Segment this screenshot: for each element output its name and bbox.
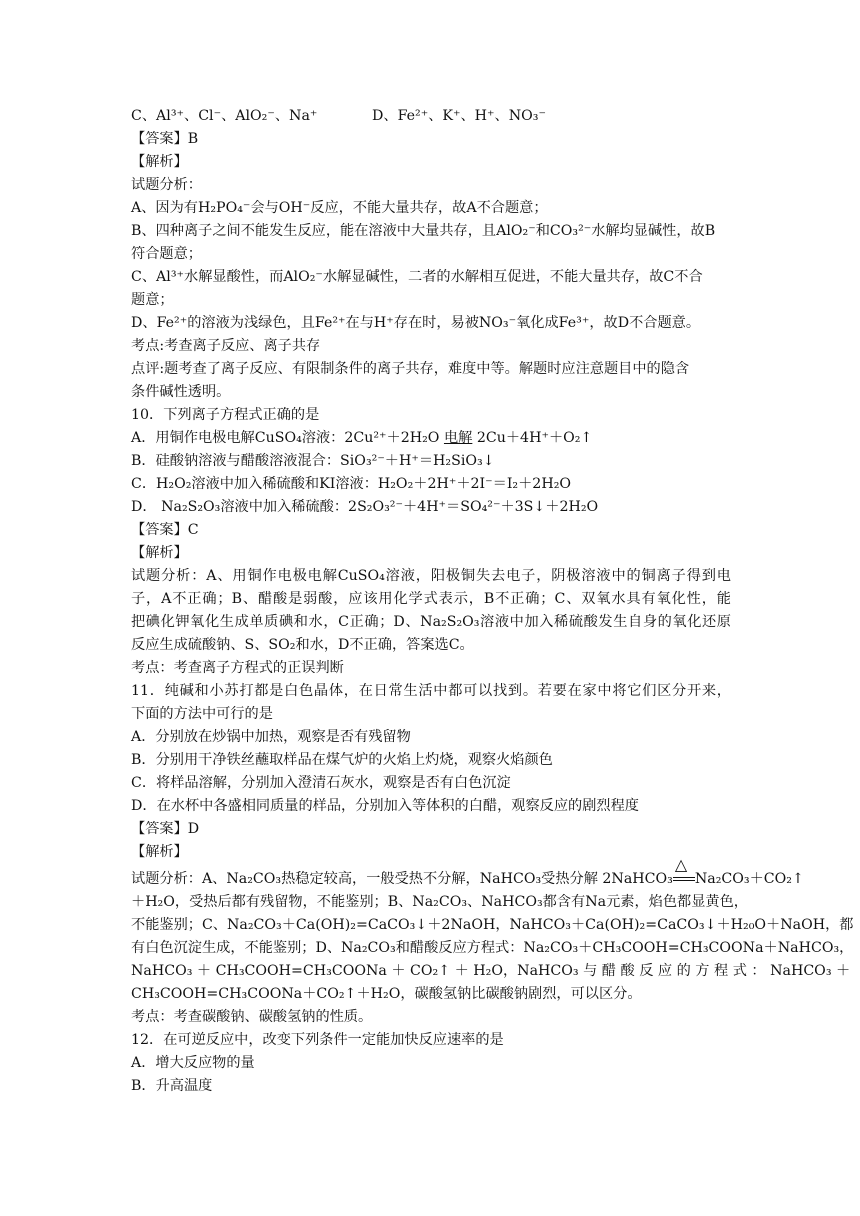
q10-option-a bbox=[131, 428, 731, 448]
q9-options-row bbox=[131, 106, 731, 126]
q10-analysis-line2: 子，A不正确；B、醋酸是弱酸，应该用化学式表示，B不正确；C、双氧水具有氧化性，能 bbox=[131, 591, 731, 607]
q9-dianping-line2: 条件碱性透明。 bbox=[131, 384, 231, 400]
q12-option-a: A．增大反应物的量 bbox=[131, 1055, 255, 1071]
q9-analysis-c-line1: C、Al³⁺水解显酸性，而AlO₂⁻水解显碱性，二者的水解相互促进，不能大量共存，故C不合 bbox=[131, 269, 703, 285]
q10-option-d: D． Na₂S₂O₃溶液中加入稀硫酸：2S₂O₃²⁻＋4H⁺＝SO₄²⁻＋3S↓＋2H₂O bbox=[131, 499, 599, 515]
q11-heating-condition bbox=[673, 855, 695, 889]
q11-analysis-line1 bbox=[131, 855, 804, 889]
q11-answer: 【答案】D bbox=[131, 821, 200, 837]
q9-analysis-label: 试题分析： bbox=[131, 177, 202, 193]
q11-option-c: C．将样品溶解，分别加入澄清石灰水，观察是否有白色沉淀 bbox=[131, 775, 511, 791]
q11-stem-line1: 11．纯碱和小苏打都是白色晶体，在日常生活中都可以找到。若要在家中将它们区分开来， bbox=[131, 683, 731, 699]
q9-analysis-c-line2: 题意； bbox=[131, 292, 174, 308]
q12-option-b: B．升高温度 bbox=[131, 1078, 213, 1094]
q11-option-b: B．分别用干净铁丝蘸取样品在煤气炉的火焰上灼烧，观察火焰颜色 bbox=[131, 752, 553, 768]
q10-electrolysis-condition: 电解 bbox=[443, 430, 473, 446]
q11-analysis-line6: CH₃COOH=CH₃COONa＋CO₂↑＋H₂O，碳酸氢钠比碳酸钠剧烈，可以区分。 bbox=[131, 986, 642, 1002]
q10-analysis-line1: 试题分析：A、用铜作电极电解CuSO₄溶液，阳极铜失去电子，阴极溶液中的铜离子得到电 bbox=[131, 568, 731, 584]
q10-option-a-left: A．用铜作电极电解CuSO₄溶液：2Cu²⁺＋2H₂O bbox=[131, 430, 444, 446]
q11-option-a: A．分别放在炒锅中加热，观察是否有残留物 bbox=[131, 729, 411, 745]
q10-analysis-line4: 反应生成硫酸钠、S、SO₂和水，D不正确，答案选C。 bbox=[131, 637, 474, 653]
q9-kaodian: 考点:考查离子反应、离子共存 bbox=[131, 338, 321, 354]
q11-kaodian: 考点：考查碳酸钠、碳酸氢钠的性质。 bbox=[131, 1009, 373, 1025]
q10-stem: 10．下列离子方程式正确的是 bbox=[131, 407, 320, 423]
q10-answer: 【答案】C bbox=[131, 522, 199, 538]
q11-option-d: D．在水杯中各盛相同质量的样品，分别加入等体积的白醋，观察反应的剧烈程度 bbox=[131, 798, 639, 814]
q12-stem: 12．在可逆反应中，改变下列条件一定能加快反应速率的是 bbox=[131, 1032, 504, 1048]
delta-symbol: △ bbox=[674, 855, 688, 874]
q9-analysis-a: A、因为有H₂PO₄⁻会与OH⁻反应，不能大量共存，故A不合题意； bbox=[131, 200, 548, 216]
q11-analysis-line5: NaHCO₃ ＋ CH₃COOH=CH₃COONa ＋ CO₂↑ ＋ H₂O，NaHCO₃ 与 醋 酸 反 应 的 方 程 式 ： NaHCO₃ ＋ bbox=[131, 963, 851, 979]
q10-analysis-heading: 【解析】 bbox=[131, 545, 188, 561]
q11-analysis-line1-right: Na₂CO₃＋CO₂↑ bbox=[694, 871, 804, 887]
q11-analysis-line2: ＋H₂O，受热后都有残留物，不能鉴别；B、Na₂CO₃、NaHCO₃都含有Na元素，焰色都显黄色， bbox=[131, 894, 748, 910]
q11-analysis-heading: 【解析】 bbox=[131, 844, 188, 860]
q9-option-d: D、Fe²⁺、K⁺、H⁺、NO₃⁻ bbox=[372, 108, 546, 124]
q10-option-c: C．H₂O₂溶液中加入稀硫酸和KI溶液：H₂O₂＋2H⁺＋2I⁻＝I₂＋2H₂O bbox=[131, 476, 572, 492]
q10-analysis-line3: 把碘化钾氧化生成单质碘和水，C正确；D、Na₂S₂O₃溶液中加入稀硫酸发生自身的氧化还原 bbox=[131, 614, 731, 630]
q10-option-a-right: 2Cu＋4H⁺＋O₂↑ bbox=[472, 430, 593, 446]
q9-option-c: C、Al³⁺、Cl⁻、AlO₂⁻、Na⁺ bbox=[131, 108, 318, 124]
q11-analysis-line1-left: 试题分析：A、Na₂CO₃热稳定较高，一般受热不分解，NaHCO₃受热分解 2NaHCO₃ bbox=[131, 871, 673, 887]
q11-stem-line2: 下面的方法中可行的是 bbox=[131, 706, 273, 722]
q10-option-b: B．硅酸钠溶液与醋酸溶液混合：SiO₃²⁻＋H⁺＝H₂SiO₃↓ bbox=[131, 453, 495, 469]
q10-kaodian: 考点：考查离子方程式的正误判断 bbox=[131, 660, 344, 676]
q9-analysis-d: D、Fe²⁺的溶液为浅绿色，且Fe²⁺在与H⁺存在时，易被NO₃⁻氧化成Fe³⁺，故D不合题意。 bbox=[131, 315, 701, 331]
q9-dianping-line1: 点评:题考查了离子反应、有限制条件的离子共存，难度中等。解题时应注意题目中的隐含 bbox=[131, 361, 690, 377]
q11-analysis-line4: 有白色沉淀生成，不能鉴别；D、Na₂CO₃和醋酸反应方程式：Na₂CO₃＋CH₃COOH=CH₃COONa＋NaHCO₃， bbox=[131, 940, 854, 956]
q11-analysis-line3: 不能鉴别；C、Na₂CO₃＋Ca(OH)₂=CaCO₃↓＋2NaOH，NaHCO₃＋Ca(OH)₂=CaCO₃↓＋H₂₀O＋NaOH，都 bbox=[131, 917, 854, 933]
equals-bar bbox=[673, 877, 695, 881]
q9-analysis-heading: 【解析】 bbox=[131, 154, 188, 170]
q9-analysis-b-line1: B、四种离子之间不能发生反应，能在溶液中大量共存，且AlO₂⁻和CO₃²⁻水解均显碱性，故B bbox=[131, 223, 716, 239]
q9-analysis-b-line2: 符合题意； bbox=[131, 246, 202, 262]
q9-answer: 【答案】B bbox=[131, 131, 199, 147]
